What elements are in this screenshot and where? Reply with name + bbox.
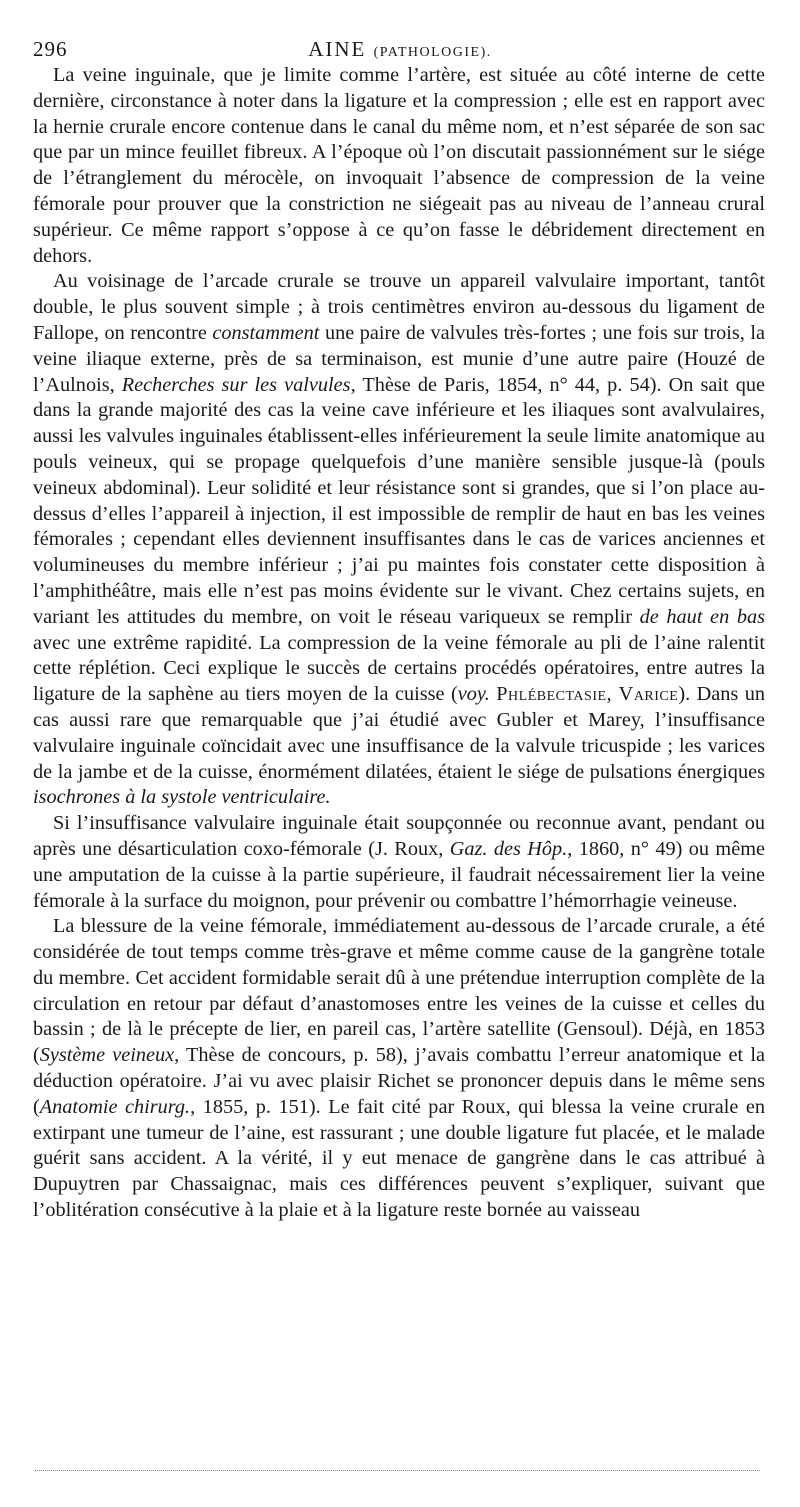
paragraph — [33, 269, 765, 811]
text-run: La veine inguinale, que je limite comme l’artère, est située au côté interne de cette dernière, circonstance à noter dans la ligature et la compression ; elle est en rapport avec la hernie crurale encore contenue dans le canal du même nom, et n’est séparée de son sac que par un mince feuillet fibreux. A l’époque où l’on discutait passionnément sur le siége de l’étranglement du mérocèle, on invoquait l’absence de compression de la veine fémorale pour prouver que la constriction ne siégeait pas au niveau de l’anneau crural supérieur. Ce même rapport s’oppose à ce qu’on fasse le débridement directement en dehors. — [33, 64, 765, 267]
italic-text: isochrones à la systole ventriculaire. — [33, 786, 331, 809]
paragraph — [33, 63, 765, 269]
text-run: La blessure de la veine fémorale, immédiatement au-dessous de l’arcade crurale, a été considérée de tout temps comme très-grave et même comme cause de la gangrène totale du membre. Cet accident formidable serait dû à une prétendue interruption complète de la circulation en retour par défaut d’anastomoses entre les veines de la cuisse et celles du bassin ; de là le précepte de lier, en pareil cas, l’artère satellite (Gensoul). Déjà, en 1853 ( — [33, 915, 765, 1067]
italic-text: Gaz. des Hôp. — [449, 837, 568, 860]
body-text — [33, 63, 765, 1224]
text-run: ). Dans un cas aussi rare que remarquable que j’ai étudié avec Gubler et Marey, l’insuffisance valvulaire inguinale coïncidait avec une insuffisance de la valvule tricuspide ; les varices de la jambe et de la cuisse, énormément dilatées, étaient le siége de pulsations énergiques — [33, 683, 765, 783]
text-run: avec une extrême rapidité. La compression de la veine fémorale au pli de l’aine ralentit cette réplétion. Ceci explique le succès de certains procédés opératoires, entre autres la ligature de la saphène au tiers moyen de la cuisse ( — [33, 631, 765, 706]
italic-text: Anatomie chirurg. — [39, 1095, 191, 1118]
italic-text: voy. — [457, 683, 490, 706]
text-run: , 1855, p. 151). Le fait cité par Roux, qui blessa la veine crurale en extirpant une tumeur de l’aine, est rassurant ; une double ligature fut placée, et le malade guérit sans accident. A la vérité, il y eut menace de gangrène dans le cas attribué à Dupuytren par Chassaignac, mais ces différences peuvent s’expliquer, suivant que l’oblitération consécutive à la plaie et à la ligature reste bornée au vaisseau — [33, 1095, 766, 1222]
running-title-main: AINE — [308, 37, 367, 61]
italic-text: Recherches sur les valvules, — [121, 373, 356, 396]
running-title-subtitle: (PATHOLOGIE). — [373, 45, 492, 60]
paragraph — [33, 811, 765, 914]
text-run: une paire de valvules très-fortes ; une fois sur trois, la veine iliaque externe, près de sa terminaison, est munie d’une autre paire (Houzé de l’Aulnois, — [33, 321, 765, 396]
italic-text: de haut en bas — [639, 605, 765, 628]
text-run: , Thèse de concours, p. 58), j’avais combattu l’erreur anatomique et la déduction opératoire. J’ai vu avec plaisir Richet se prononcer depuis dans le même sens ( — [33, 1044, 765, 1118]
text-run: , 1860, n° 49) ou même une amputation de la cuisse à la partie supérieure, il faudrait nécessairement lier la veine fémorale à la surface du moignon, pour prévenir ou combattre l’hémorrhagie veineuse. — [33, 837, 765, 912]
text-run: Thèse de Paris, 1854, n° 44, p. 54). On sait que dans la grande majorité des cas la veine cave inférieure et les iliaques sont avalvulaires, aussi les valvules inguinales établissent-elles inférieurement la seule limite anatomique au pouls veineux, qui se propage quelquefois d’une manière sensible jusque-là (pouls veineux abdominal). Leur solidité et leur résistance sont si grandes, que si l’on place au-dessus d’elles l’appareil à injection, il est impossible de remplir de haut en bas les veines fémorales ; cependant elles deviennent insuffisantes dans le cas de varices anciennes et volumineuses du membre inférieur ; j’ai pu maintes fois constater cette disposition à l’amphithéâtre, mais elle n’est pas moins évidente sur le vivant. Chez certains sujets, en variant les attitudes du membre, on voit le réseau variqueux se remplir — [33, 373, 765, 628]
small-caps-text: Phlébectasie, Varice — [496, 683, 679, 706]
paragraph — [33, 914, 765, 1224]
text-run: Au voisinage de l’arcade crurale se trouve un appareil valvulaire important, tantôt double, le plus souvent simple ; à trois centimètres environ au-dessous du ligament de Fallope, on rencontre — [33, 270, 765, 344]
italic-text: Système veineux — [39, 1044, 175, 1067]
text-run: Si l’insuffisance valvulaire inguinale était soupçonnée ou reconnue avant, pendant ou après une désarticulation coxo-fémorale (J. Roux, — [33, 812, 765, 860]
page-header — [33, 34, 767, 64]
footer-dotted-rule — [35, 1470, 760, 1471]
page-number: 296 — [33, 37, 68, 61]
italic-text: constamment — [212, 321, 320, 344]
